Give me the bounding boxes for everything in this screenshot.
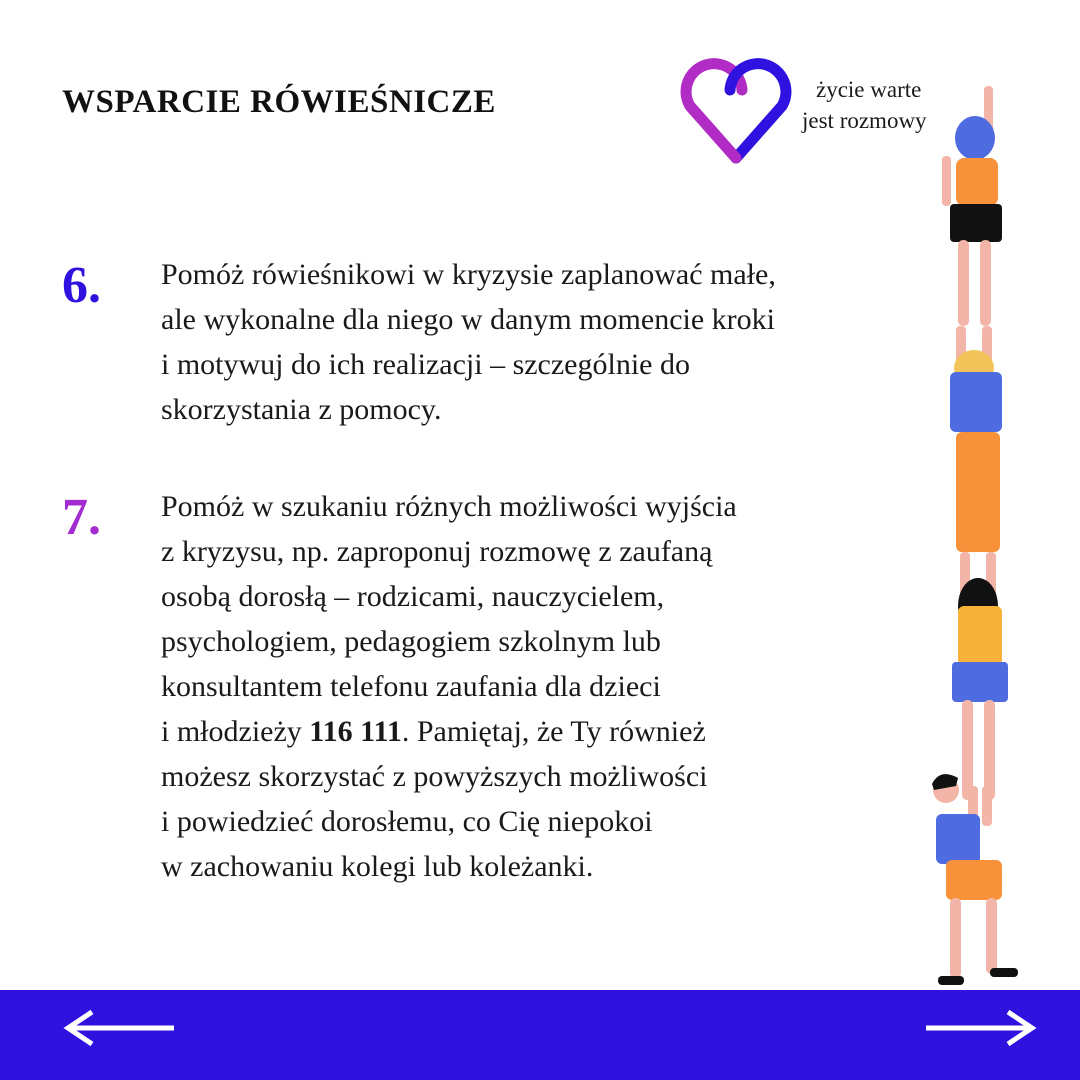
figure-third [952,552,1008,800]
figure-top [942,86,1002,326]
text-line: Pomóż w szukaniu różnych możliwości wyjścia [161,490,737,523]
step-text [161,484,921,889]
text-line: i powiedzieć dorosłemu, co Cię niepokoi [161,805,653,838]
arrow-right-icon[interactable] [920,1008,1040,1048]
page-title: WSPARCIE RÓWIEŚNICZE [62,84,496,120]
logo-text-line2: jest rozmowy [802,108,927,133]
text-line: Pomóż rówieśnikowi w kryzysie zaplanować małe, [161,258,776,291]
logo-text [802,74,927,136]
logo-ribbons-icon [672,54,822,164]
text-line: możesz skorzystać z powyższych możliwości [161,760,708,793]
step-number: 7. [62,489,101,546]
text-line: osobą dorosłą – rodzicami, nauczycielem, [161,580,665,613]
step-number: 6. [62,257,101,314]
figure-second [950,326,1002,552]
text-line: z kryzysu, np. zaproponuj rozmowę z zaufaną [161,535,713,568]
text-line: i motywuj do ich realizacji – szczególnie do [161,348,690,381]
text-fragment: i młodzieży [161,715,310,748]
footer-bar [0,990,1080,1080]
text-line-phone [161,709,921,754]
figure-bottom [932,774,1018,985]
text-line: skorzystania z pomocy. [161,393,442,426]
text-line: w zachowaniu kolegi lub koleżanki. [161,850,594,883]
text-line: psychologiem, pedagogiem szkolnym lub [161,625,661,658]
text-line: konsultantem telefonu zaufania dla dzieci [161,670,661,703]
step-text [161,252,921,432]
text-fragment: . Pamiętaj, że Ty również [401,715,706,748]
text-line: ale wykonalne dla niego w danym momencie kroki [161,303,775,336]
logo-text-line1: życie warte [816,77,922,102]
helpline-number: 116 111 [309,715,402,748]
arrow-left-icon[interactable] [60,1008,180,1048]
human-tower-illustration [920,86,1040,996]
